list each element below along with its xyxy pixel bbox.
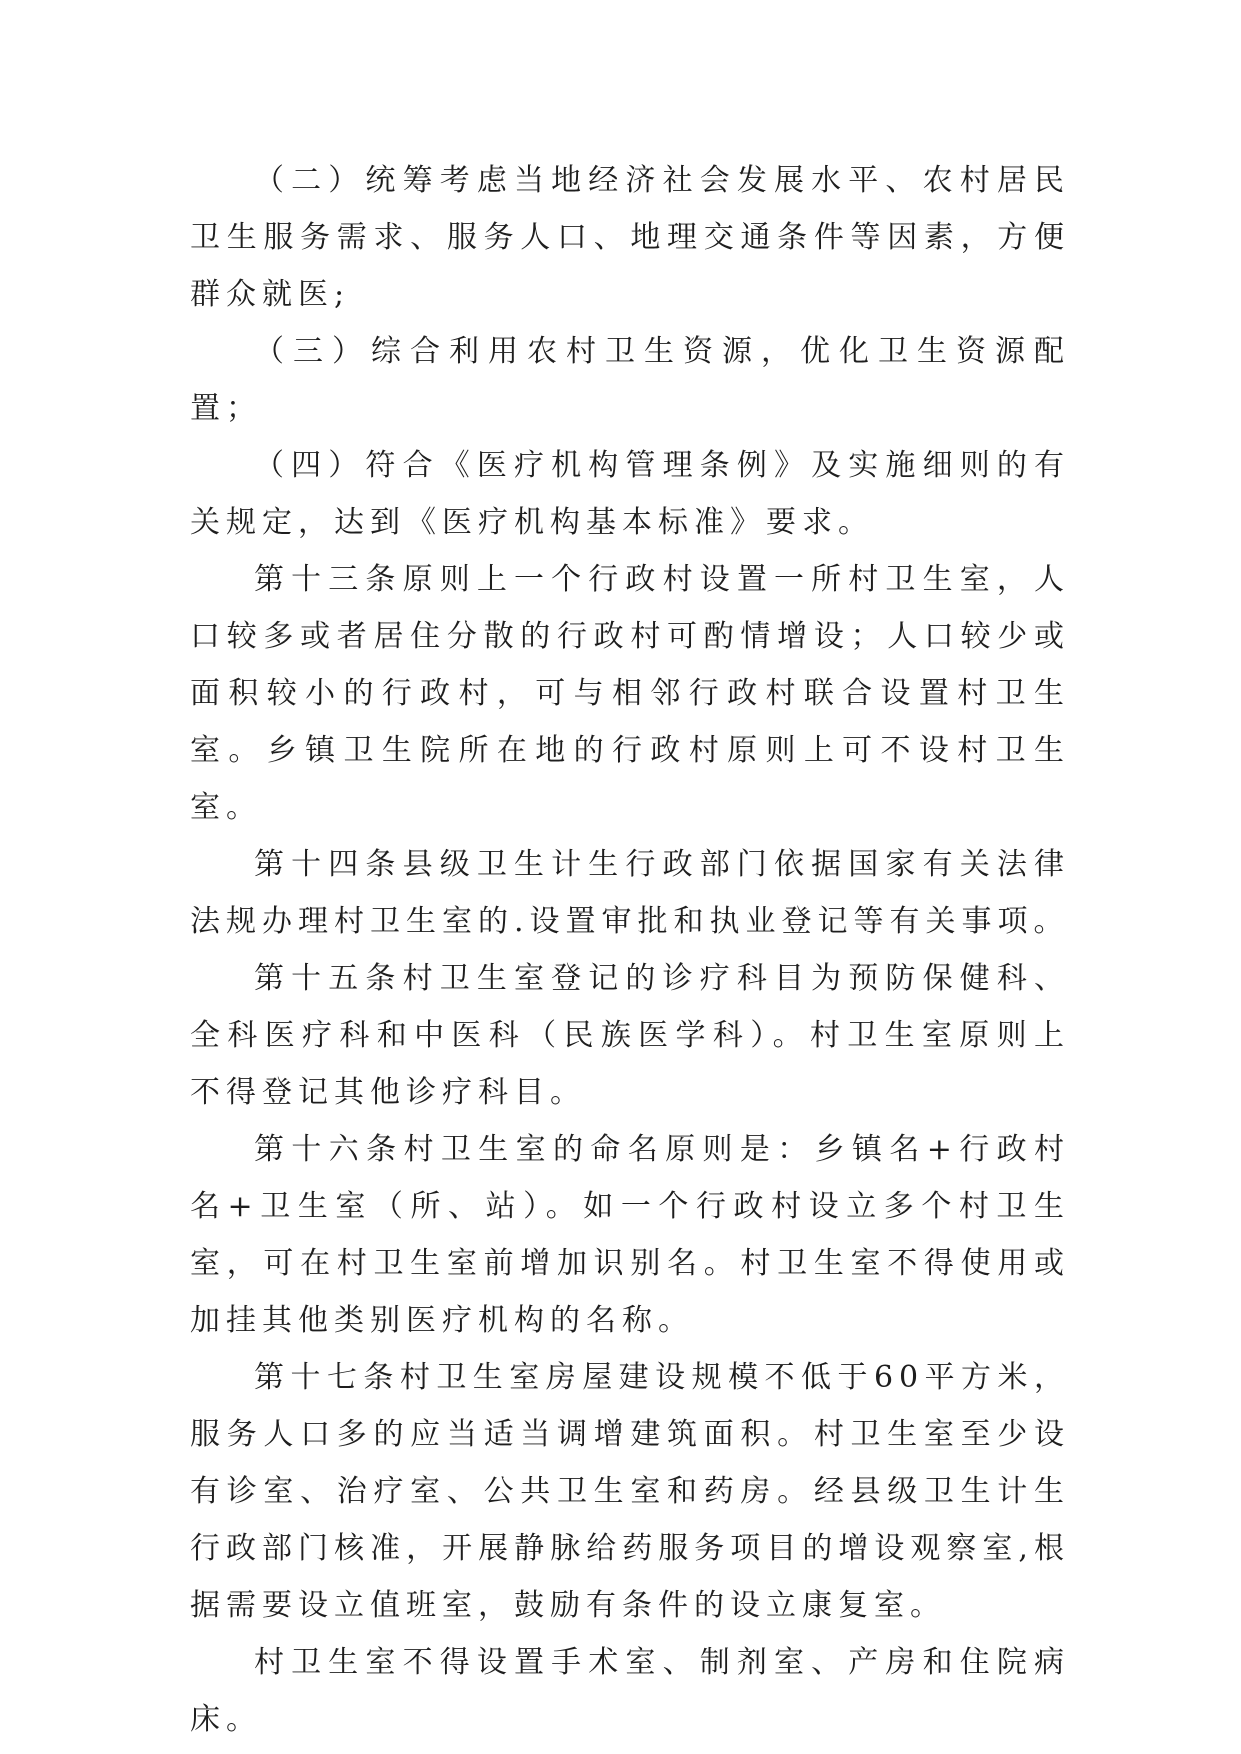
document-body: [190, 152, 1070, 1748]
article-15: 第十五条村卫生室登记的诊疗科目为预防保健科、全科医疗科和中医科（民族医学科）。村卫生室原则上不得登记其他诊疗科目。: [190, 961, 1070, 1110]
paragraph-item-3: （三）综合利用农村卫生资源，优化卫生资源配置；: [190, 334, 1070, 426]
article-17: 第十七条村卫生室房屋建设规模不低于60平方米，服务人口多的应当适当调增建筑面积。村卫生室至少设有诊室、治疗室、公共卫生室和药房。经县级卫生计生行政部门核准，开展静脉给药服务项目的增设观察室,根据需要设立值班室，鼓励有条件的设立康复室。: [190, 1360, 1070, 1623]
paragraph-item-4: （四）符合《医疗机构管理条例》及实施细则的有关规定，达到《医疗机构基本标准》要求。: [190, 448, 1070, 540]
article-13: 第十三条原则上一个行政村设置一所村卫生室，人口较多或者居住分散的行政村可酌情增设；人口较少或面积较小的行政村，可与相邻行政村联合设置村卫生室。乡镇卫生院所在地的行政村原则上可不设村卫生室。: [190, 562, 1070, 825]
article-16: 第十六条村卫生室的命名原则是：乡镇名+行政村名+卫生室（所、站）。如一个行政村设立多个村卫生室，可在村卫生室前增加识别名。村卫生室不得使用或加挂其他类别医疗机构的名称。: [190, 1132, 1070, 1338]
article-14: 第十四条县级卫生计生行政部门依据国家有关法律法规办理村卫生室的.设置审批和执业登记等有关事项。: [190, 847, 1070, 939]
paragraph-item-2: （二）统筹考虑当地经济社会发展水平、农村居民卫生服务需求、服务人口、地理交通条件等因素，方便群众就医;: [190, 163, 1070, 312]
article-17-restriction: 村卫生室不得设置手术室、制剂室、产房和住院病床。: [190, 1645, 1070, 1737]
